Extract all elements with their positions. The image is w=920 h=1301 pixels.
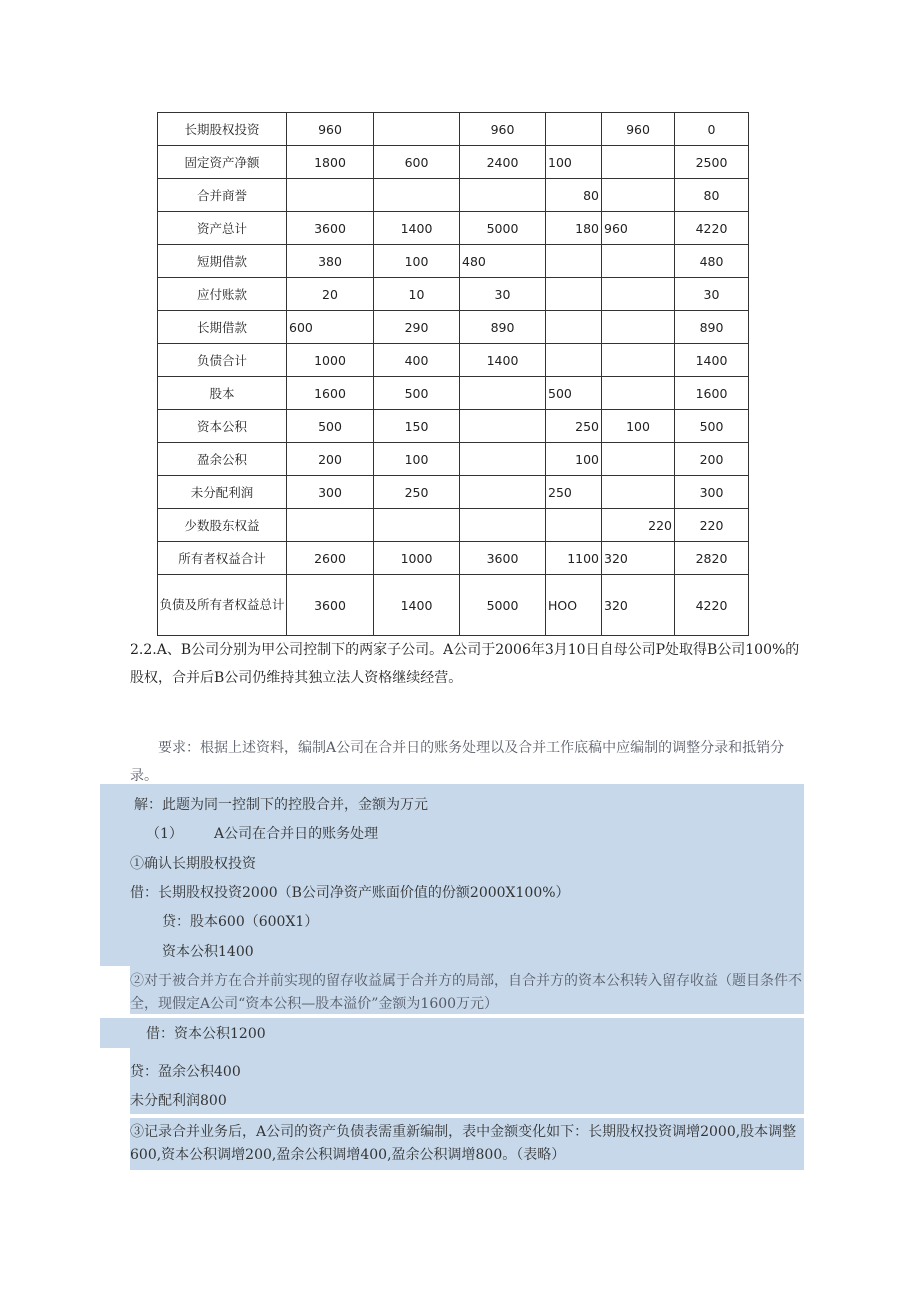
table-cell: 30 — [460, 278, 546, 311]
table-cell: 180 — [546, 212, 602, 245]
row-label: 资本公积 — [158, 410, 287, 443]
solution-step-title: A公司在合并日的账务处理 — [214, 826, 379, 842]
table-cell — [460, 476, 546, 509]
table-cell: 480 — [675, 245, 749, 278]
worksheet-body — [158, 113, 749, 636]
row-label: 盈余公积 — [158, 443, 287, 476]
table-cell: 220 — [675, 509, 749, 542]
table-cell: 1100 — [546, 542, 602, 575]
table-row — [158, 212, 749, 245]
table-row — [158, 443, 749, 476]
table-cell: 960 — [602, 113, 675, 146]
table-cell: 10 — [374, 278, 460, 311]
journal-credit-line: 贷：股本600（600X1） — [162, 914, 319, 930]
table-row — [158, 146, 749, 179]
journal-credit-line-3: 贷：盈余公积400 — [130, 1064, 241, 1080]
journal-credit-line-4: 未分配利润800 — [130, 1093, 227, 1109]
journal-debit-line-2: 借：资本公积1200 — [146, 1026, 266, 1042]
table-cell — [374, 509, 460, 542]
table-cell: 2400 — [460, 146, 546, 179]
table-row — [158, 311, 749, 344]
table-cell: 960 — [287, 113, 374, 146]
table-cell: 890 — [675, 311, 749, 344]
solution-item-3: ③记录合并业务后，A公司的资产负债表需重新编制，表中金额变化如下：长期股权投资调增2000,股本调整600,资本公积调增200,盈余公积调增400,盈余公积调增800。（表略） — [130, 1124, 797, 1163]
table-cell — [374, 113, 460, 146]
table-cell — [287, 509, 374, 542]
row-label: 未分配利润 — [158, 476, 287, 509]
table-cell: HOO — [546, 575, 602, 636]
table-cell: 500 — [287, 410, 374, 443]
table-cell: 1800 — [287, 146, 374, 179]
table-cell — [546, 344, 602, 377]
row-label: 应付账款 — [158, 278, 287, 311]
row-label: 所有者权益合计 — [158, 542, 287, 575]
table-cell: 1000 — [374, 542, 460, 575]
table-cell: 300 — [287, 476, 374, 509]
table-cell — [546, 245, 602, 278]
table-cell — [602, 476, 675, 509]
table-row — [158, 575, 749, 636]
table-cell — [546, 113, 602, 146]
table-cell: 480 — [460, 245, 546, 278]
table-cell: 1400 — [460, 344, 546, 377]
table-row — [158, 377, 749, 410]
table-cell: 1400 — [675, 344, 749, 377]
solution-item-1: ①确认长期股权投资 — [130, 856, 256, 872]
table-row — [158, 179, 749, 212]
solution-highlight-3-margin — [100, 1018, 130, 1048]
table-cell: 30 — [675, 278, 749, 311]
table-row — [158, 476, 749, 509]
solution-item-2: ②对于被合并方在合并前实现的留存收益属于合并方的局部，自合并方的资本公积转入留存收益（题目条件不全，现假定A公司“资本公积—股本溢价”金额为1600万元） — [130, 973, 802, 1012]
table-cell — [602, 377, 675, 410]
table-cell: 100 — [546, 146, 602, 179]
table-cell: 250 — [546, 410, 602, 443]
row-label: 少数股东权益 — [158, 509, 287, 542]
table-cell — [460, 179, 546, 212]
table-cell: 5000 — [460, 212, 546, 245]
table-cell: 500 — [374, 377, 460, 410]
table-cell: 80 — [546, 179, 602, 212]
table-cell: 20 — [287, 278, 374, 311]
table-cell: 500 — [675, 410, 749, 443]
table-cell: 5000 — [460, 575, 546, 636]
table-row — [158, 278, 749, 311]
table-row — [158, 344, 749, 377]
table-cell: 600 — [287, 311, 374, 344]
table-row — [158, 113, 749, 146]
table-cell: 150 — [374, 410, 460, 443]
table-cell: 200 — [675, 443, 749, 476]
table-cell: 400 — [374, 344, 460, 377]
table-cell — [602, 245, 675, 278]
table-row — [158, 542, 749, 575]
consolidation-worksheet-table — [157, 112, 749, 636]
table-cell — [460, 377, 546, 410]
table-cell: 300 — [675, 476, 749, 509]
table-cell: 100 — [602, 410, 675, 443]
table-cell: 2820 — [675, 542, 749, 575]
solution-highlight-1-margin — [100, 784, 130, 966]
table-cell — [602, 344, 675, 377]
table-cell: 1400 — [374, 212, 460, 245]
table-row — [158, 245, 749, 278]
table-cell — [546, 278, 602, 311]
table-cell: 1400 — [374, 575, 460, 636]
table-cell: 500 — [546, 377, 602, 410]
table-cell: 380 — [287, 245, 374, 278]
table-cell — [460, 443, 546, 476]
table-cell — [602, 146, 675, 179]
journal-credit-line-2: 资本公积1400 — [162, 944, 254, 960]
table-cell: 3600 — [287, 212, 374, 245]
table-cell: 1600 — [675, 377, 749, 410]
row-label: 负债及所有者权益总计 — [158, 575, 287, 636]
table-cell: 4220 — [675, 575, 749, 636]
question-2-text: 2.2.A、B公司分别为甲公司控制下的两家子公司。A公司于2006年3月10日自母公司P处取得B公司100%的股权，合并后B公司仍维持其独立法人资格继续经营。 — [130, 642, 800, 686]
table-cell: 100 — [374, 443, 460, 476]
table-cell: 320 — [602, 575, 675, 636]
row-label: 短期借款 — [158, 245, 287, 278]
row-label: 负债合计 — [158, 344, 287, 377]
table-cell: 220 — [602, 509, 675, 542]
table-cell: 960 — [460, 113, 546, 146]
row-label: 股本 — [158, 377, 287, 410]
table-cell: 890 — [460, 311, 546, 344]
journal-debit-line: 借：长期股权投资2000（B公司净资产账面价值的份额2000X100%） — [130, 885, 570, 901]
table-cell: 1600 — [287, 377, 374, 410]
table-cell: 2500 — [675, 146, 749, 179]
row-label: 合并商誉 — [158, 179, 287, 212]
row-label: 资产总计 — [158, 212, 287, 245]
table-cell: 3600 — [287, 575, 374, 636]
table-cell: 250 — [546, 476, 602, 509]
table-cell: 100 — [546, 443, 602, 476]
row-label: 长期股权投资 — [158, 113, 287, 146]
table-cell: 250 — [374, 476, 460, 509]
table-cell: 1000 — [287, 344, 374, 377]
table-cell: 600 — [374, 146, 460, 179]
table-cell — [460, 509, 546, 542]
table-cell — [602, 311, 675, 344]
table-cell — [546, 509, 602, 542]
row-label: 长期借款 — [158, 311, 287, 344]
table-cell: 960 — [602, 212, 675, 245]
table-cell: 290 — [374, 311, 460, 344]
table-cell — [460, 410, 546, 443]
table-row — [158, 410, 749, 443]
table-cell: 200 — [287, 443, 374, 476]
table-cell: 2600 — [287, 542, 374, 575]
table-cell: 80 — [675, 179, 749, 212]
requirement-text: 要求：根据上述资料，编制A公司在合并日的账务处理以及合并工作底稿中应编制的调整分录和抵销分录。 — [130, 740, 785, 784]
table-cell — [602, 443, 675, 476]
table-cell — [602, 179, 675, 212]
solution-intro: 解：此题为同一控制下的控股合并，金额为万元 — [134, 797, 428, 813]
table-cell: 3600 — [460, 542, 546, 575]
table-cell: 100 — [374, 245, 460, 278]
row-label: 固定资产净额 — [158, 146, 287, 179]
table-cell — [374, 179, 460, 212]
table-cell — [602, 278, 675, 311]
table-cell — [546, 311, 602, 344]
table-cell — [287, 179, 374, 212]
table-cell: 0 — [675, 113, 749, 146]
solution-step-number: （1） — [146, 826, 183, 842]
table-cell: 320 — [602, 542, 675, 575]
table-cell: 4220 — [675, 212, 749, 245]
table-row — [158, 509, 749, 542]
